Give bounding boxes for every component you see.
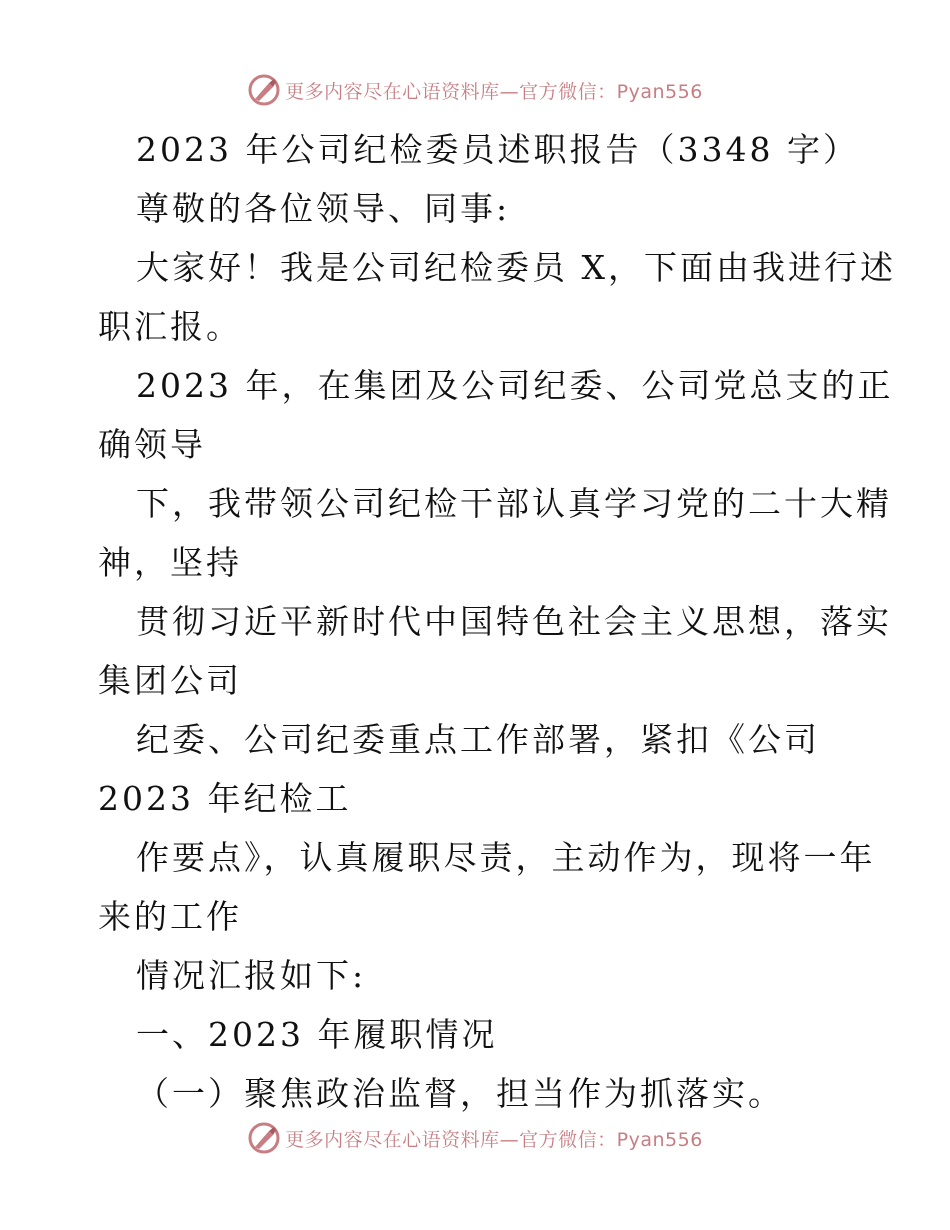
- text-line: 大家好！我是公司纪检委员 X，下面由我进行述: [136, 248, 896, 287]
- text-line: 情况汇报如下:: [136, 956, 367, 995]
- text-line: 集团公司: [98, 661, 242, 700]
- text-line: 神，坚持: [98, 543, 242, 582]
- text-line: （一）聚焦政治监督，担当作为抓落实。: [136, 1074, 784, 1113]
- text-line: 来的工作: [98, 897, 242, 936]
- text-line: 确领导: [98, 425, 206, 464]
- text-line: 尊敬的各位领导、同事:: [136, 189, 511, 228]
- text-line: 2023 年，在集团及公司纪委、公司党总支的正: [136, 366, 894, 405]
- pen-nib-circle-icon: [247, 1121, 281, 1155]
- pen-nib-circle-icon: [247, 73, 281, 107]
- watermark-banner-top: [0, 70, 950, 110]
- text-line: 纪委、公司纪委重点工作部署，紧扣《公司: [136, 720, 820, 759]
- watermark-banner-bottom: [0, 1118, 950, 1158]
- text-line: 一、2023 年履职情况: [136, 1015, 498, 1054]
- text-line: 下，我带领公司纪检干部认真学习党的二十大精: [136, 484, 892, 523]
- text-line: 作要点》，认真履职尽责，主动作为，现将一年: [136, 838, 876, 877]
- watermark-text: 更多内容尽在心语资料库—官方微信：Pyan556: [285, 1128, 703, 1151]
- watermark-text: 更多内容尽在心语资料库—官方微信：Pyan556: [285, 80, 703, 103]
- text-line: 职汇报。: [98, 307, 242, 346]
- text-line: 贯彻习近平新时代中国特色社会主义思想，落实: [136, 602, 892, 641]
- document-title: 2023 年公司纪检委员述职报告（3348 字）: [136, 130, 859, 169]
- document-body: [98, 120, 896, 1123]
- text-line: 2023 年纪检工: [98, 779, 352, 818]
